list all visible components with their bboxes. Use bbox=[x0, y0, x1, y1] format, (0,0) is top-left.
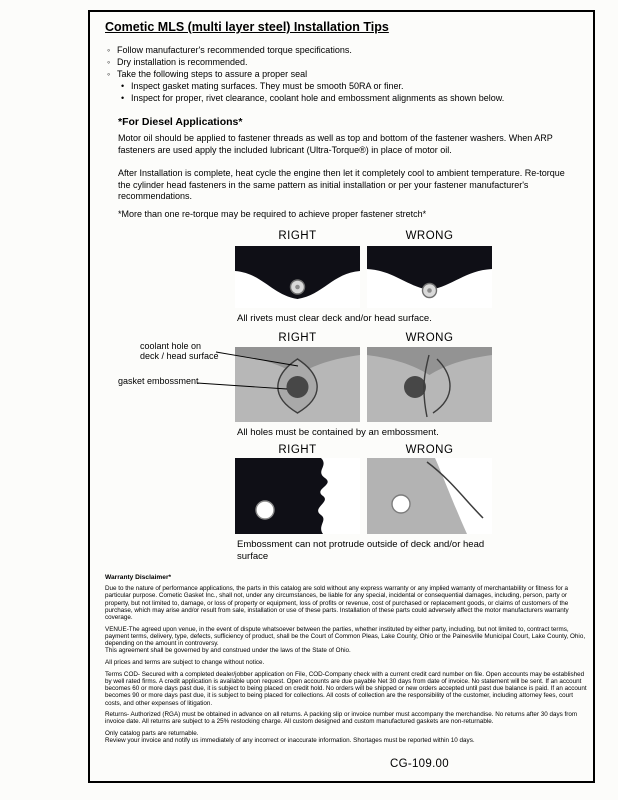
disclaimer-paragraph: Only catalog parts are returnable. Review your invoice and notify us immediately of any incorrect or inaccurate information. Shortages must be reported within 10 days. bbox=[105, 730, 475, 745]
coolant-hole-label: coolant hole on deck / head surface bbox=[140, 341, 219, 361]
row2-caption: All holes must be contained by an embossment. bbox=[237, 427, 439, 438]
page-title: Cometic MLS (multi layer steel) Installation Tips bbox=[105, 20, 389, 34]
bullet-marker: • bbox=[121, 93, 125, 103]
bullet-marker: ◦ bbox=[107, 69, 111, 79]
list-item bbox=[121, 80, 577, 92]
retorque-note: *More than one re-torque may be required to achieve proper fastener stretch* bbox=[118, 209, 427, 219]
page-code: CG-109.00 bbox=[390, 758, 449, 770]
rivet-clearance-right-image bbox=[235, 246, 360, 308]
bullet-marker: ◦ bbox=[107, 57, 111, 67]
gasket-embossment-label: gasket embossment bbox=[118, 376, 199, 386]
disclaimer-paragraph: Returns- Authorized (RGA) must be obtained in advance on all returns. A packing slip or invoice number must accompany the merchandise. No returns after 30 days from invoice date. All returns are subject to a 25% restocking charge. All custom designed and custom manufactured gaskets are non-returnable. bbox=[105, 711, 578, 726]
row2-wrong-label: WRONG bbox=[405, 332, 454, 344]
tip-text: Dry installation is recommended. bbox=[117, 57, 248, 67]
embossment-protrusion-right-image bbox=[235, 458, 360, 534]
rivet-clearance-wrong-image bbox=[367, 246, 492, 308]
disclaimer-paragraph: VENUE-The agreed upon venue, in the event of dispute whatsoever between the parties, whether instituted by either party, including, but not limited to, contract terms, payment terms, delivery, type, defects, sufficiency of product, shall be the Court of Common Pleas, Lake County, Ohio or the Painesville Municipal Court, Lake County, Ohio, depending on the amount in controversy. This agreement shall be governed by and construed under the laws of the State of Ohio. bbox=[105, 625, 586, 655]
tip-text: Inspect gasket mating surfaces. They must be smooth 50RA or finer. bbox=[131, 81, 404, 91]
warranty-disclaimer bbox=[105, 574, 588, 749]
tip-text: Take the following steps to assure a proper seal bbox=[117, 69, 308, 79]
row2-right-label: RIGHT bbox=[278, 332, 317, 344]
bullet-marker: • bbox=[121, 81, 125, 91]
disclaimer-paragraph: Due to the nature of performance applications, the parts in this catalog are sold without any express warranty or any implied warranty of merchantability or fitness for a particular purpose. Cometic Gasket Inc., shall not, under any circumstances, be liable for any special, incidental or consequential damages, including, person, party or property, but not limited to, damage, or loss of property or equipment, loss of profits or revenue, cost of purchased or replacement goods, or claims of customers of the purchase, which may arise and/or result from sale, installation or use of these parts. Installation of these parts could adversely affect the motor manufacturers warranty coverage. bbox=[105, 585, 569, 622]
list-item bbox=[121, 92, 577, 104]
disclaimer-paragraph: Terms COD- Secured with a completed dealer/jobber application on File, COD-Company check with a current credit card number on file. Open accounts may be established by well rated firms. A credit application is available upon request. Open accounts are due payable Net 30 days from date of invoice. No statement will be sent. If an account becomes 60 or more days past due, it is subject to being placed on credit hold. No orders will be shipped or new orders accepted until past due balance is paid. If an account becomes 90 or more days past due, it is subject to being placed for collections. All costs of collection are the responsibility of the customer, including attorney fees, court costs, and other expenses of litigation. bbox=[105, 670, 587, 707]
diesel-applications-heading: *For Diesel Applications* bbox=[118, 116, 243, 128]
embossment-containment-wrong-image bbox=[367, 347, 492, 422]
warranty-disclaimer-heading: Warranty Disclaimer* bbox=[105, 574, 172, 581]
tip-text: Inspect for proper, rivet clearance, coolant hole and embossment alignments as shown below. bbox=[131, 93, 505, 103]
disclaimer-paragraph: All prices and terms are subject to change without notice. bbox=[105, 659, 265, 667]
diesel-paragraph-2: After Installation is complete, heat cycle the engine then let it completely cool to ambient temperature. Re-torque the cylinder head fasteners in the same pattern as initial installation or per your fastener manufacturer's recommendations. bbox=[118, 168, 565, 201]
row1-caption: All rivets must clear deck and/or head surface. bbox=[237, 313, 432, 324]
row1-right-label: RIGHT bbox=[278, 230, 317, 242]
pointer-lines bbox=[190, 345, 305, 395]
list-item bbox=[107, 44, 577, 56]
row3-caption: Embossment can not protrude outside of deck and/or head surface bbox=[237, 539, 485, 562]
row3-right-label: RIGHT bbox=[278, 444, 317, 456]
embossment-protrusion-wrong-image bbox=[367, 458, 492, 534]
tip-text: Follow manufacturer's recommended torque specifications. bbox=[117, 45, 352, 55]
list-item bbox=[107, 68, 577, 80]
tips-list bbox=[107, 44, 577, 104]
bullet-marker: ◦ bbox=[107, 45, 111, 55]
diesel-paragraph-1: Motor oil should be applied to fastener threads as well as top and bottom of the fastener washers. When ARP fasteners are used apply the included lubricant (Ultra-Torque®) in place of motor oil. bbox=[118, 133, 553, 155]
row3-wrong-label: WRONG bbox=[405, 444, 454, 456]
row1-wrong-label: WRONG bbox=[405, 230, 454, 242]
list-item bbox=[107, 56, 577, 68]
